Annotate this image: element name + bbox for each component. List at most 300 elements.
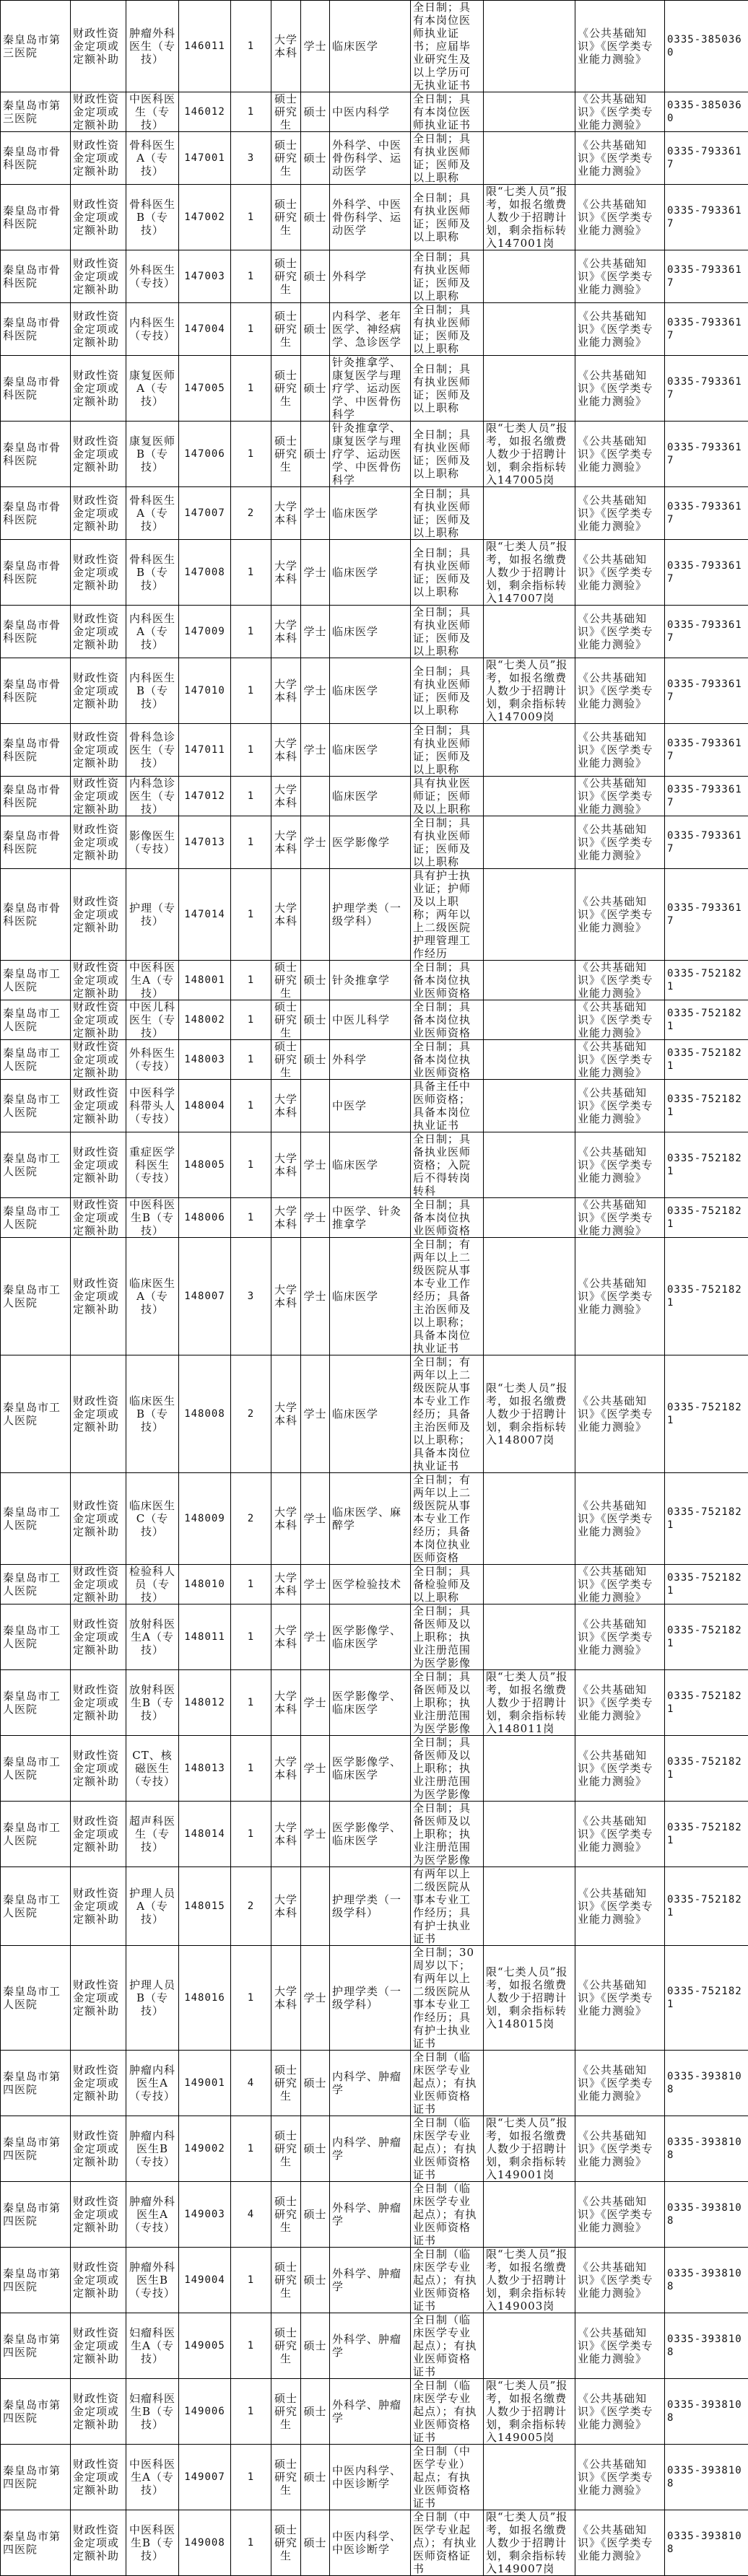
cell-unit: 秦皇岛市骨科医院 (1, 250, 71, 303)
cell-phone: 0335-3850360 (665, 1, 748, 92)
cell-major: 中医内科学、中医诊断学 (330, 2445, 411, 2510)
cell-unit: 秦皇岛市工人医院 (1, 961, 71, 1000)
cell-headcount: 4 (231, 2051, 271, 2116)
cell-funding: 财政性资金定项或定额补助 (71, 1080, 126, 1132)
cell-post: 肿瘤内科医生B（专技） (126, 2116, 179, 2182)
cell-post: 临床医生A（专技） (126, 1238, 179, 1355)
cell-note (484, 487, 575, 540)
table-row (1, 1132, 748, 1198)
cell-degree: 学士 (301, 1238, 330, 1355)
cell-education: 大学本科 (271, 816, 301, 869)
table-row (1, 869, 748, 961)
cell-requirements: 全日制（临床医学专业起点）；有执业医师资格证书 (411, 2313, 484, 2379)
cell-exam-subjects: 《公共基础知识》《医学类专业能力测验》 (575, 132, 665, 185)
cell-post: CT、核磁医生（专技） (126, 1736, 179, 1802)
cell-major: 中医学、针灸推拿学 (330, 1198, 411, 1238)
cell-unit: 秦皇岛市工人医院 (1, 1867, 71, 1946)
cell-degree: 硕士 (301, 2379, 330, 2445)
cell-major: 针灸推拿学 (330, 961, 411, 1000)
cell-exam-subjects: 《公共基础知识》《医学类专业能力测验》 (575, 1473, 665, 1565)
cell-requirements: 全日制；具有执业医师证；医师及以上职称 (411, 816, 484, 869)
cell-phone: 0335-7521821 (665, 1867, 748, 1946)
cell-major: 医学影像学、临床医学 (330, 1802, 411, 1867)
cell-funding: 财政性资金定项或定额补助 (71, 487, 126, 540)
cell-requirements: 全日制；具备本岗位执业医师资格 (411, 1000, 484, 1040)
cell-funding: 财政性资金定项或定额补助 (71, 540, 126, 606)
cell-requirements: 全日制；具备医师及以上职称；执业注册范围为医学影像 (411, 1670, 484, 1736)
cell-headcount: 1 (231, 1040, 271, 1080)
cell-education: 硕士研究生 (271, 1040, 301, 1080)
cell-requirements: 有两年以上二级医院从事本专业工作经历；具有护士执业证书 (411, 1867, 484, 1946)
cell-major: 外科学 (330, 1040, 411, 1080)
table-row (1, 606, 748, 658)
cell-post-code: 146012 (179, 92, 231, 132)
cell-degree: 学士 (301, 487, 330, 540)
cell-phone: 0335-7933617 (665, 487, 748, 540)
cell-exam-subjects: 《公共基础知识》《医学类专业能力测验》 (575, 422, 665, 487)
cell-degree: 学士 (301, 816, 330, 869)
cell-post-code: 148014 (179, 1802, 231, 1867)
cell-requirements: 全日制；具有执业医师证；医师及以上职称 (411, 422, 484, 487)
cell-phone: 0335-7521821 (665, 1238, 748, 1355)
cell-funding: 财政性资金定项或定额补助 (71, 2116, 126, 2182)
cell-post: 妇瘤科医生A（专技） (126, 2313, 179, 2379)
cell-post: 护理人员B（专技） (126, 1946, 179, 2051)
cell-major: 临床医学 (330, 1355, 411, 1473)
cell-exam-subjects: 《公共基础知识》《医学类专业能力测验》 (575, 2182, 665, 2248)
cell-funding: 财政性资金定项或定额补助 (71, 2379, 126, 2445)
cell-education: 大学本科 (271, 1670, 301, 1736)
cell-phone: 0335-7933617 (665, 777, 748, 816)
cell-major: 临床医学、麻醉学 (330, 1473, 411, 1565)
cell-note (484, 961, 575, 1000)
cell-note: 限“七类人员”报考，如报名缴费人数少于招聘计划，剩余指标转入149007岗 (484, 2510, 575, 2576)
cell-requirements: 全日制；有两年以上二级医院从事本专业工作经历；具备本岗位执业医师资格 (411, 1473, 484, 1565)
cell-phone: 0335-7933617 (665, 816, 748, 869)
cell-major: 内科学、肿瘤学 (330, 2116, 411, 2182)
cell-funding: 财政性资金定项或定额补助 (71, 869, 126, 961)
cell-post-code: 147012 (179, 777, 231, 816)
cell-exam-subjects: 《公共基础知识》《医学类专业能力测验》 (575, 2248, 665, 2313)
cell-unit: 秦皇岛市工人医院 (1, 1238, 71, 1355)
table-row (1, 658, 748, 724)
table-row (1, 1565, 748, 1604)
cell-phone: 0335-7521821 (665, 1473, 748, 1565)
cell-headcount: 1 (231, 422, 271, 487)
cell-headcount: 1 (231, 961, 271, 1000)
cell-funding: 财政性资金定项或定额补助 (71, 185, 126, 250)
cell-education: 硕士研究生 (271, 2051, 301, 2116)
cell-phone: 0335-7933617 (665, 724, 748, 777)
cell-education: 大学本科 (271, 1802, 301, 1867)
cell-requirements: 全日制；具有执业医师证；医师及以上职称 (411, 487, 484, 540)
cell-post-code: 148007 (179, 1238, 231, 1355)
cell-headcount: 1 (231, 1080, 271, 1132)
cell-phone: 0335-3938108 (665, 2510, 748, 2576)
cell-post: 肿瘤外科医生（专技） (126, 1, 179, 92)
cell-headcount: 1 (231, 2313, 271, 2379)
cell-funding: 财政性资金定项或定额补助 (71, 1238, 126, 1355)
cell-funding: 财政性资金定项或定额补助 (71, 250, 126, 303)
cell-headcount: 1 (231, 540, 271, 606)
cell-unit: 秦皇岛市第四医院 (1, 2510, 71, 2576)
cell-requirements: 全日制；具有本岗位医师执业证书 (411, 92, 484, 132)
cell-degree: 学士 (301, 1565, 330, 1604)
cell-unit: 秦皇岛市工人医院 (1, 1670, 71, 1736)
cell-major: 临床医学 (330, 540, 411, 606)
cell-requirements: 全日制；具备本岗位执业医师资格 (411, 1198, 484, 1238)
cell-major: 内科学、肿瘤学 (330, 2051, 411, 2116)
cell-post-code: 149007 (179, 2445, 231, 2510)
cell-unit: 秦皇岛市工人医院 (1, 1080, 71, 1132)
cell-post: 内科医生（专技） (126, 303, 179, 356)
cell-post-code: 147013 (179, 816, 231, 869)
cell-requirements: 全日制（临床医学专业起点）；有执业医师资格证书 (411, 2051, 484, 2116)
cell-unit: 秦皇岛市工人医院 (1, 1565, 71, 1604)
cell-post: 内科医生B（专技） (126, 658, 179, 724)
cell-unit: 秦皇岛市骨科医院 (1, 185, 71, 250)
cell-degree: 学士 (301, 1736, 330, 1802)
cell-exam-subjects: 《公共基础知识》《医学类专业能力测验》 (575, 2510, 665, 2576)
cell-education: 硕士研究生 (271, 961, 301, 1000)
table-body (1, 1, 748, 2576)
cell-funding: 财政性资金定项或定额补助 (71, 961, 126, 1000)
cell-unit: 秦皇岛市工人医院 (1, 1355, 71, 1473)
cell-degree: 学士 (301, 1802, 330, 1867)
table-row (1, 777, 748, 816)
cell-degree: 硕士 (301, 1000, 330, 1040)
cell-headcount: 1 (231, 1802, 271, 1867)
cell-major: 外科学、肿瘤学 (330, 2182, 411, 2248)
table-row (1, 2116, 748, 2182)
cell-education: 大学本科 (271, 1736, 301, 1802)
cell-requirements: 全日制；具有本岗位医师执业证书；应届毕业研究生及以上学历可无执业证书 (411, 1, 484, 92)
cell-major: 医学检验技术 (330, 1565, 411, 1604)
cell-headcount: 3 (231, 1238, 271, 1355)
table-row (1, 1946, 748, 2051)
cell-post: 护理（专技） (126, 869, 179, 961)
cell-funding: 财政性资金定项或定额补助 (71, 422, 126, 487)
cell-headcount: 1 (231, 1000, 271, 1040)
table-row (1, 92, 748, 132)
cell-degree: 硕士 (301, 2051, 330, 2116)
cell-phone: 0335-3850360 (665, 92, 748, 132)
cell-degree: 学士 (301, 1670, 330, 1736)
cell-exam-subjects: 《公共基础知识》《医学类专业能力测验》 (575, 1802, 665, 1867)
cell-education: 硕士研究生 (271, 250, 301, 303)
cell-funding: 财政性资金定项或定额补助 (71, 2182, 126, 2248)
cell-degree (301, 777, 330, 816)
cell-headcount: 1 (231, 185, 271, 250)
cell-education: 大学本科 (271, 1, 301, 92)
cell-phone: 0335-7933617 (665, 250, 748, 303)
table-row (1, 2445, 748, 2510)
cell-requirements: 全日制；有两年以上二级医院从事本专业工作经历；具备主治医师及以上职称；具备本岗位执业证书 (411, 1238, 484, 1355)
cell-unit: 秦皇岛市骨科医院 (1, 422, 71, 487)
cell-note: 限“七类人员”报考，如报名缴费人数少于招聘计划，剩余指标转入148007岗 (484, 1355, 575, 1473)
cell-headcount: 1 (231, 356, 271, 422)
cell-unit: 秦皇岛市骨科医院 (1, 816, 71, 869)
cell-headcount: 2 (231, 1473, 271, 1565)
cell-funding: 财政性资金定项或定额补助 (71, 2248, 126, 2313)
cell-post-code: 148002 (179, 1000, 231, 1040)
cell-degree: 学士 (301, 1355, 330, 1473)
cell-unit: 秦皇岛市工人医院 (1, 1604, 71, 1670)
cell-unit: 秦皇岛市骨科医院 (1, 487, 71, 540)
cell-unit: 秦皇岛市骨科医院 (1, 777, 71, 816)
cell-phone: 0335-7521821 (665, 1736, 748, 1802)
cell-headcount: 2 (231, 1355, 271, 1473)
cell-phone: 0335-7933617 (665, 185, 748, 250)
cell-post: 重症医学科医生（专技） (126, 1132, 179, 1198)
cell-funding: 财政性资金定项或定额补助 (71, 1604, 126, 1670)
cell-education: 硕士研究生 (271, 2510, 301, 2576)
cell-headcount: 1 (231, 2116, 271, 2182)
cell-requirements: 全日制；具有执业医师证；医师及以上职称 (411, 724, 484, 777)
table-row (1, 1604, 748, 1670)
cell-post: 中医儿科医生（专技） (126, 1000, 179, 1040)
cell-exam-subjects: 《公共基础知识》《医学类专业能力测验》 (575, 1946, 665, 2051)
cell-post-code: 149003 (179, 2182, 231, 2248)
cell-phone: 0335-3938108 (665, 2182, 748, 2248)
cell-degree: 硕士 (301, 2116, 330, 2182)
cell-note (484, 1802, 575, 1867)
cell-exam-subjects: 《公共基础知识》《医学类专业能力测验》 (575, 777, 665, 816)
cell-post: 护理人员A（专技） (126, 1867, 179, 1946)
cell-post-code: 147002 (179, 185, 231, 250)
cell-note: 限“七类人员”报考，如报名缴费人数少于招聘计划，剩余指标转入148011岗 (484, 1670, 575, 1736)
cell-requirements: 全日制（临床医学专业起点）；有执业医师资格证书 (411, 2116, 484, 2182)
cell-headcount: 1 (231, 1604, 271, 1670)
cell-headcount: 1 (231, 303, 271, 356)
cell-post-code: 148009 (179, 1473, 231, 1565)
cell-major: 针灸推拿学、康复医学与理疗学、运动医学、中医骨伤科学 (330, 422, 411, 487)
cell-education: 大学本科 (271, 777, 301, 816)
cell-phone: 0335-7521821 (665, 1604, 748, 1670)
cell-note: 限“七类人员”报考，如报名缴费人数少于招聘计划，剩余指标转入148015岗 (484, 1946, 575, 2051)
cell-exam-subjects: 《公共基础知识》《医学类专业能力测验》 (575, 1, 665, 92)
cell-education: 硕士研究生 (271, 185, 301, 250)
cell-exam-subjects: 《公共基础知识》《医学类专业能力测验》 (575, 1355, 665, 1473)
cell-unit: 秦皇岛市第四医院 (1, 2116, 71, 2182)
cell-note (484, 1132, 575, 1198)
cell-headcount: 3 (231, 132, 271, 185)
cell-post: 中医科医生B（专技） (126, 1198, 179, 1238)
cell-post-code: 149008 (179, 2510, 231, 2576)
cell-phone: 0335-7521821 (665, 1565, 748, 1604)
cell-unit: 秦皇岛市第四医院 (1, 2313, 71, 2379)
cell-note: 限“七类人员”报考，如报名缴费人数少于招聘计划，剩余指标转入147005岗 (484, 422, 575, 487)
cell-funding: 财政性资金定项或定额补助 (71, 2445, 126, 2510)
cell-degree: 学士 (301, 1, 330, 92)
cell-degree: 硕士 (301, 2510, 330, 2576)
cell-degree: 硕士 (301, 2445, 330, 2510)
cell-note (484, 1238, 575, 1355)
cell-note: 限“七类人员”报考，如报名缴费人数少于招聘计划，剩余指标转入147007岗 (484, 540, 575, 606)
cell-headcount: 1 (231, 1, 271, 92)
table-row (1, 540, 748, 606)
cell-post-code: 147005 (179, 356, 231, 422)
cell-note (484, 1080, 575, 1132)
cell-degree: 硕士 (301, 250, 330, 303)
cell-note (484, 1604, 575, 1670)
cell-note (484, 92, 575, 132)
cell-post-code: 148008 (179, 1355, 231, 1473)
cell-education: 硕士研究生 (271, 356, 301, 422)
cell-degree: 学士 (301, 1604, 330, 1670)
cell-funding: 财政性资金定项或定额补助 (71, 303, 126, 356)
cell-education: 硕士研究生 (271, 92, 301, 132)
cell-unit: 秦皇岛市骨科医院 (1, 724, 71, 777)
cell-post: 中医科医生（专技） (126, 92, 179, 132)
cell-note (484, 2313, 575, 2379)
cell-major: 外科学、肿瘤学 (330, 2379, 411, 2445)
table-row (1, 2182, 748, 2248)
cell-unit: 秦皇岛市第四医院 (1, 2051, 71, 2116)
cell-headcount: 2 (231, 1867, 271, 1946)
cell-post: 外科医生（专技） (126, 250, 179, 303)
cell-unit: 秦皇岛市第四医院 (1, 2182, 71, 2248)
cell-phone: 0335-7521821 (665, 1080, 748, 1132)
cell-post: 骨科急诊医生（专技） (126, 724, 179, 777)
cell-post: 肿瘤外科医生A（专技） (126, 2182, 179, 2248)
cell-phone: 0335-7933617 (665, 540, 748, 606)
table-row (1, 1473, 748, 1565)
table-row (1, 1198, 748, 1238)
cell-unit: 秦皇岛市工人医院 (1, 1802, 71, 1867)
table-row (1, 1238, 748, 1355)
cell-unit: 秦皇岛市工人医院 (1, 1473, 71, 1565)
table-row (1, 185, 748, 250)
cell-exam-subjects: 《公共基础知识》《医学类专业能力测验》 (575, 2379, 665, 2445)
cell-major: 护理学类（一级学科） (330, 869, 411, 961)
cell-requirements: 全日制；具有执业医师证；医师及以上职称 (411, 132, 484, 185)
cell-requirements: 全日制；具有执业医师证；医师及以上职称 (411, 185, 484, 250)
cell-requirements: 全日制（中医学专业）起点；有执业医师资格证书 (411, 2445, 484, 2510)
cell-unit: 秦皇岛市骨科医院 (1, 132, 71, 185)
cell-major: 临床医学 (330, 1238, 411, 1355)
cell-note (484, 1, 575, 92)
cell-post-code: 147010 (179, 658, 231, 724)
cell-unit: 秦皇岛市工人医院 (1, 1040, 71, 1080)
cell-education: 大学本科 (271, 1132, 301, 1198)
cell-degree: 硕士 (301, 1040, 330, 1080)
cell-post: 肿瘤内科医生A（专技） (126, 2051, 179, 2116)
cell-major: 护理学类（一级学科） (330, 1867, 411, 1946)
cell-headcount: 1 (231, 777, 271, 816)
cell-degree: 学士 (301, 1198, 330, 1238)
cell-note: 限“七类人员”报考，如报名缴费人数少于招聘计划，剩余指标转入147001岗 (484, 185, 575, 250)
cell-post: 骨科医生A（专技） (126, 132, 179, 185)
cell-note (484, 2051, 575, 2116)
cell-major: 护理学类（一级学科） (330, 1946, 411, 2051)
cell-degree: 学士 (301, 658, 330, 724)
cell-major: 临床医学 (330, 487, 411, 540)
cell-major: 临床医学 (330, 777, 411, 816)
cell-phone: 0335-7521821 (665, 1040, 748, 1080)
cell-unit: 秦皇岛市第三医院 (1, 92, 71, 132)
cell-education: 硕士研究生 (271, 2116, 301, 2182)
cell-requirements: 全日制；具有执业医师证；医师及以上职称 (411, 250, 484, 303)
cell-post: 放射科医生B（专技） (126, 1670, 179, 1736)
table-row (1, 961, 748, 1000)
cell-funding: 财政性资金定项或定额补助 (71, 1946, 126, 2051)
cell-headcount: 1 (231, 1946, 271, 2051)
cell-major: 针灸推拿学、康复医学与理疗学、运动医学、中医骨伤科学 (330, 356, 411, 422)
cell-education: 大学本科 (271, 487, 301, 540)
cell-degree: 硕士 (301, 356, 330, 422)
cell-unit: 秦皇岛市骨科医院 (1, 606, 71, 658)
cell-exam-subjects: 《公共基础知识》《医学类专业能力测验》 (575, 658, 665, 724)
cell-funding: 财政性资金定项或定额补助 (71, 132, 126, 185)
cell-education: 大学本科 (271, 1238, 301, 1355)
cell-post: 中医科学科带头人（专技） (126, 1080, 179, 1132)
cell-post: 超声科医生（专技） (126, 1802, 179, 1867)
table-row (1, 816, 748, 869)
cell-education: 硕士研究生 (271, 2182, 301, 2248)
cell-headcount: 1 (231, 2379, 271, 2445)
cell-exam-subjects: 《公共基础知识》《医学类专业能力测验》 (575, 1000, 665, 1040)
cell-phone: 0335-3938108 (665, 2051, 748, 2116)
cell-post-code: 149002 (179, 2116, 231, 2182)
cell-phone: 0335-3938108 (665, 2116, 748, 2182)
cell-note (484, 1736, 575, 1802)
cell-exam-subjects: 《公共基础知识》《医学类专业能力测验》 (575, 1565, 665, 1604)
cell-post-code: 147007 (179, 487, 231, 540)
cell-post: 中医科医生B（专技） (126, 2510, 179, 2576)
cell-headcount: 1 (231, 92, 271, 132)
cell-exam-subjects: 《公共基础知识》《医学类专业能力测验》 (575, 724, 665, 777)
cell-headcount: 1 (231, 2510, 271, 2576)
cell-degree (301, 1080, 330, 1132)
cell-exam-subjects: 《公共基础知识》《医学类专业能力测验》 (575, 869, 665, 961)
cell-headcount: 1 (231, 1198, 271, 1238)
cell-phone: 0335-7521821 (665, 1802, 748, 1867)
cell-post: 外科医生（专技） (126, 1040, 179, 1080)
table-row (1, 1080, 748, 1132)
cell-post-code: 146011 (179, 1, 231, 92)
table-row (1, 1040, 748, 1080)
cell-unit: 秦皇岛市工人医院 (1, 1198, 71, 1238)
cell-unit: 秦皇岛市第四医院 (1, 2379, 71, 2445)
cell-exam-subjects: 《公共基础知识》《医学类专业能力测验》 (575, 1670, 665, 1736)
cell-exam-subjects: 《公共基础知识》《医学类专业能力测验》 (575, 2116, 665, 2182)
cell-funding: 财政性资金定项或定额补助 (71, 1565, 126, 1604)
cell-major: 医学影像学、临床医学 (330, 1670, 411, 1736)
cell-post-code: 147011 (179, 724, 231, 777)
cell-unit: 秦皇岛市骨科医院 (1, 540, 71, 606)
cell-funding: 财政性资金定项或定额补助 (71, 1040, 126, 1080)
cell-post-code: 147014 (179, 869, 231, 961)
cell-requirements: 全日制；具备本岗位执业医师资格 (411, 1040, 484, 1080)
cell-post: 放射科医生A（专技） (126, 1604, 179, 1670)
cell-degree: 硕士 (301, 422, 330, 487)
cell-requirements: 全日制；具备检验师及以上职称 (411, 1565, 484, 1604)
cell-education: 大学本科 (271, 1355, 301, 1473)
cell-exam-subjects: 《公共基础知识》《医学类专业能力测验》 (575, 356, 665, 422)
cell-phone: 0335-7521821 (665, 1198, 748, 1238)
cell-note (484, 303, 575, 356)
cell-education: 硕士研究生 (271, 422, 301, 487)
cell-post: 肿瘤外科医生B（专技） (126, 2248, 179, 2313)
cell-headcount: 1 (231, 869, 271, 961)
cell-requirements: 全日制；具备医师及以上职称；执业注册范围为医学影像 (411, 1604, 484, 1670)
cell-exam-subjects: 《公共基础知识》《医学类专业能力测验》 (575, 816, 665, 869)
cell-post-code: 148011 (179, 1604, 231, 1670)
cell-post-code: 148005 (179, 1132, 231, 1198)
cell-degree: 硕士 (301, 2248, 330, 2313)
cell-post-code: 148012 (179, 1670, 231, 1736)
